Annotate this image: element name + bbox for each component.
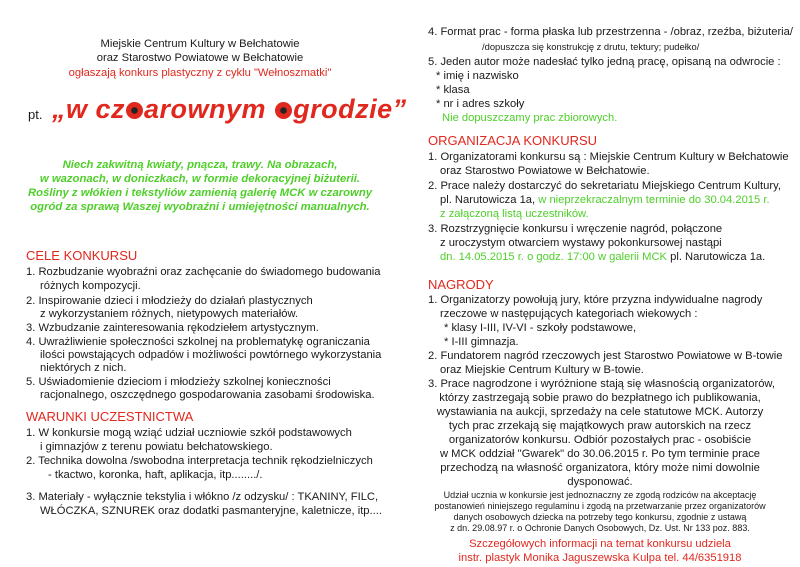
cele-line: niektórych z nich. — [40, 362, 127, 374]
nagrody-line: oraz Miejskie Centrum Kultury w B-towie. — [440, 364, 644, 376]
rule-5: 5. Jeden autor może nadesłać tylko jedną pracę, opisaną na odwrocie : — [428, 56, 781, 68]
nagrody-line: rzeczowe w następujących kategoriach wiekowych : — [440, 308, 698, 320]
org-line: z uroczystym otwarciem wystawy pokonkursowej nastąpi — [440, 237, 722, 249]
lead-line-1: Niech zakwitną kwiaty, pnącza, trawy. Na obrazach, — [62, 159, 338, 171]
announcement: ogłaszają konkurs plastyczny z cyklu "Wełnoszmatki" — [68, 67, 332, 79]
lead-line-2: w wazonach, w doniczkach, w formie dekoracyjnej biżuterii. — [39, 173, 361, 185]
nagrody-line: którzy zastrzegają sobie prawo do bezpłatnego ich publikowania, — [439, 392, 761, 404]
nagrody-heading: NAGRODY — [428, 277, 494, 292]
org-line — [440, 251, 765, 264]
cele-line: 5. Uświadomienie dzieciom i młodzieży szkolnej konieczności — [26, 376, 331, 388]
consent-line: Udział ucznia w konkursie jest jednoznaczny ze zgodą rodziców na akceptację — [443, 490, 757, 500]
title-part-2: arownym — [144, 94, 275, 124]
warunki-line: - tkactwo, koronka, haft, aplikacja, itp......../. — [48, 469, 263, 481]
nagrody-line: * klasy I-III, IV-VI - szkoły podstawowe, — [444, 322, 637, 334]
nagrody-line: przechodzą na własność organizatora, który może nimi dowolnie — [440, 462, 760, 474]
warunki-line: 1. W konkursie mogą wziąć udział uczniowie szkół podstawowych — [26, 427, 352, 439]
requirement-name: * imię i nazwisko — [436, 70, 519, 82]
title-part-1: „w cz — [52, 94, 126, 124]
nagrody-line: 3. Prace nagrodzone i wyróżnione stają się własnością organizatorów, — [428, 378, 776, 390]
org-line: z załączoną listą uczestników. — [440, 208, 589, 220]
organizer-line-2: oraz Starostwo Powiatowe w Bełchatowie — [96, 52, 304, 64]
title-prefix: pt. — [28, 107, 43, 122]
cele-line: różnych kompozycji. — [40, 280, 141, 292]
nagrody-line: organizatorów konkursu. Odbiór pozostałych prac - osobiście — [448, 434, 752, 446]
org-event-address: pl. Narutowicza 1a. — [670, 251, 766, 263]
nagrody-line: * I-III gimnazja. — [444, 336, 519, 348]
title-part-3: grodzie” — [293, 94, 407, 124]
format-line-1: 4. Format prac - forma płaska lub przestrzenna - /obraz, rzeźba, biżuteria/ — [428, 26, 793, 38]
nagrody-line: dysponować. — [567, 476, 633, 488]
format-line-2: /dopuszcza się konstrukcję z drutu, tektury; pudełko/ — [482, 41, 700, 52]
org-line: oraz Starostwo Powiatowe w Bełchatowie. — [440, 165, 650, 177]
cele-line: ilości powstających odpadów i możliwości powtórnego wykorzystania — [40, 349, 382, 361]
requirement-school: * nr i adres szkoły — [436, 98, 525, 110]
info-line-1: Szczegółowych informacji na temat konkursu udziela — [469, 538, 731, 550]
consent-line: z dn. 29.08.97 r. o Ochronie Danych Osobowych, Dz. Ust. Nr 133 poz. 883. — [450, 523, 750, 533]
nagrody-line: tych prac zrzekają się majątkowych praw autorskich na rzecz — [448, 420, 752, 432]
cele-line: z wykorzystaniem różnych, nietypowych materiałów. — [40, 308, 299, 320]
flower-icon — [275, 102, 292, 119]
flower-icon — [126, 102, 143, 119]
requirement-class: * klasa — [436, 84, 470, 96]
org-deadline: w nieprzekraczalnym terminie do 30.04.2015 r. — [538, 194, 770, 206]
nagrody-line: wystawiania na aukcji, sprzedaży na cele statutowe MCK. Autorzy — [436, 406, 764, 418]
org-line: 3. Rozstrzygnięcie konkursu i wręczenie nagród, połączone — [428, 223, 723, 235]
warunki-heading: WARUNKI UCZESTNICTWA — [26, 409, 194, 424]
warunki-line: 3. Materiały - wyłącznie tekstylia i włókno /z odzysku/ : TKANINY, FILC, — [26, 491, 379, 503]
cele-line: racjonalnego, oszczędnego gospodarowania zasobami środowiska. — [40, 389, 375, 401]
lead-line-3: Rośliny z włókien i tekstyliów zamienią galerię MCK w czarowny — [27, 187, 373, 199]
org-line: 1. Organizatorami konkursu są : Miejskie Centrum Kultury w Bełchatowie — [428, 151, 789, 163]
cele-line: 1. Rozbudzanie wyobraźni oraz zachęcanie do świadomego budowania — [26, 266, 381, 278]
contest-title — [52, 94, 407, 124]
nagrody-line: w MCK oddział "Gwarek" do 30.06.2015 r. Po tym terminie prace — [439, 448, 761, 460]
nagrody-line: 1. Organizatorzy powołują jury, które przyzna indywidualne nagrody — [428, 294, 763, 306]
cele-line: 2. Inspirowanie dzieci i młodzieży do działań plastycznych — [26, 295, 313, 307]
organizacja-heading: ORGANIZACJA KONKURSU — [428, 133, 598, 148]
cele-line: 3. Wzbudzanie zainteresowania rękodziełem artystycznym. — [26, 322, 319, 334]
org-line — [440, 194, 770, 207]
cele-line: 4. Uwrażliwienie społeczności szkolnej na problematykę ograniczania — [26, 336, 370, 348]
consent-line: danych osobowych dziecka na potrzeby tego konkursu, zgodnie z ustawą — [453, 512, 747, 522]
lead-line-4: ogród za sprawą Waszej wyobraźni i umiejętności manualnych. — [30, 201, 370, 213]
warunki-line: i gimnazjów z terenu powiatu bełchatowskiego. — [40, 441, 273, 453]
consent-line: postanowień niniejszego regulaminu i zgodą na przetwarzanie przez organizatorów — [434, 501, 766, 511]
cele-heading: CELE KONKURSU — [26, 248, 138, 263]
org-event-date: dn. 14.05.2015 r. o godz. 17:00 w galerii MCK — [440, 251, 667, 263]
org-line: 2. Prace należy dostarczyć do sekretariatu Miejskiego Centrum Kultury, — [428, 180, 781, 192]
warunki-line: 2. Technika dowolna /swobodna interpretacja technik rękodzielniczych — [26, 455, 373, 467]
nagrody-line: 2. Fundatorem nagród rzeczowych jest Starostwo Powiatowe w B-towie — [428, 350, 783, 362]
organizer-line-1: Miejskie Centrum Kultury w Bełchatowie — [100, 38, 300, 50]
no-group-note: Nie dopuszczamy prac zbiorowych. — [442, 112, 618, 124]
org-address: pl. Narutowicza 1a, — [440, 194, 536, 206]
warunki-line: WŁÓCZKA, SZNUREK oraz dodatki pasmanteryjne, kaletnicze, itp.... — [40, 505, 382, 517]
info-line-2: instr. plastyk Monika Jaguszewska Kulpa tel. 44/6351918 — [458, 552, 742, 564]
